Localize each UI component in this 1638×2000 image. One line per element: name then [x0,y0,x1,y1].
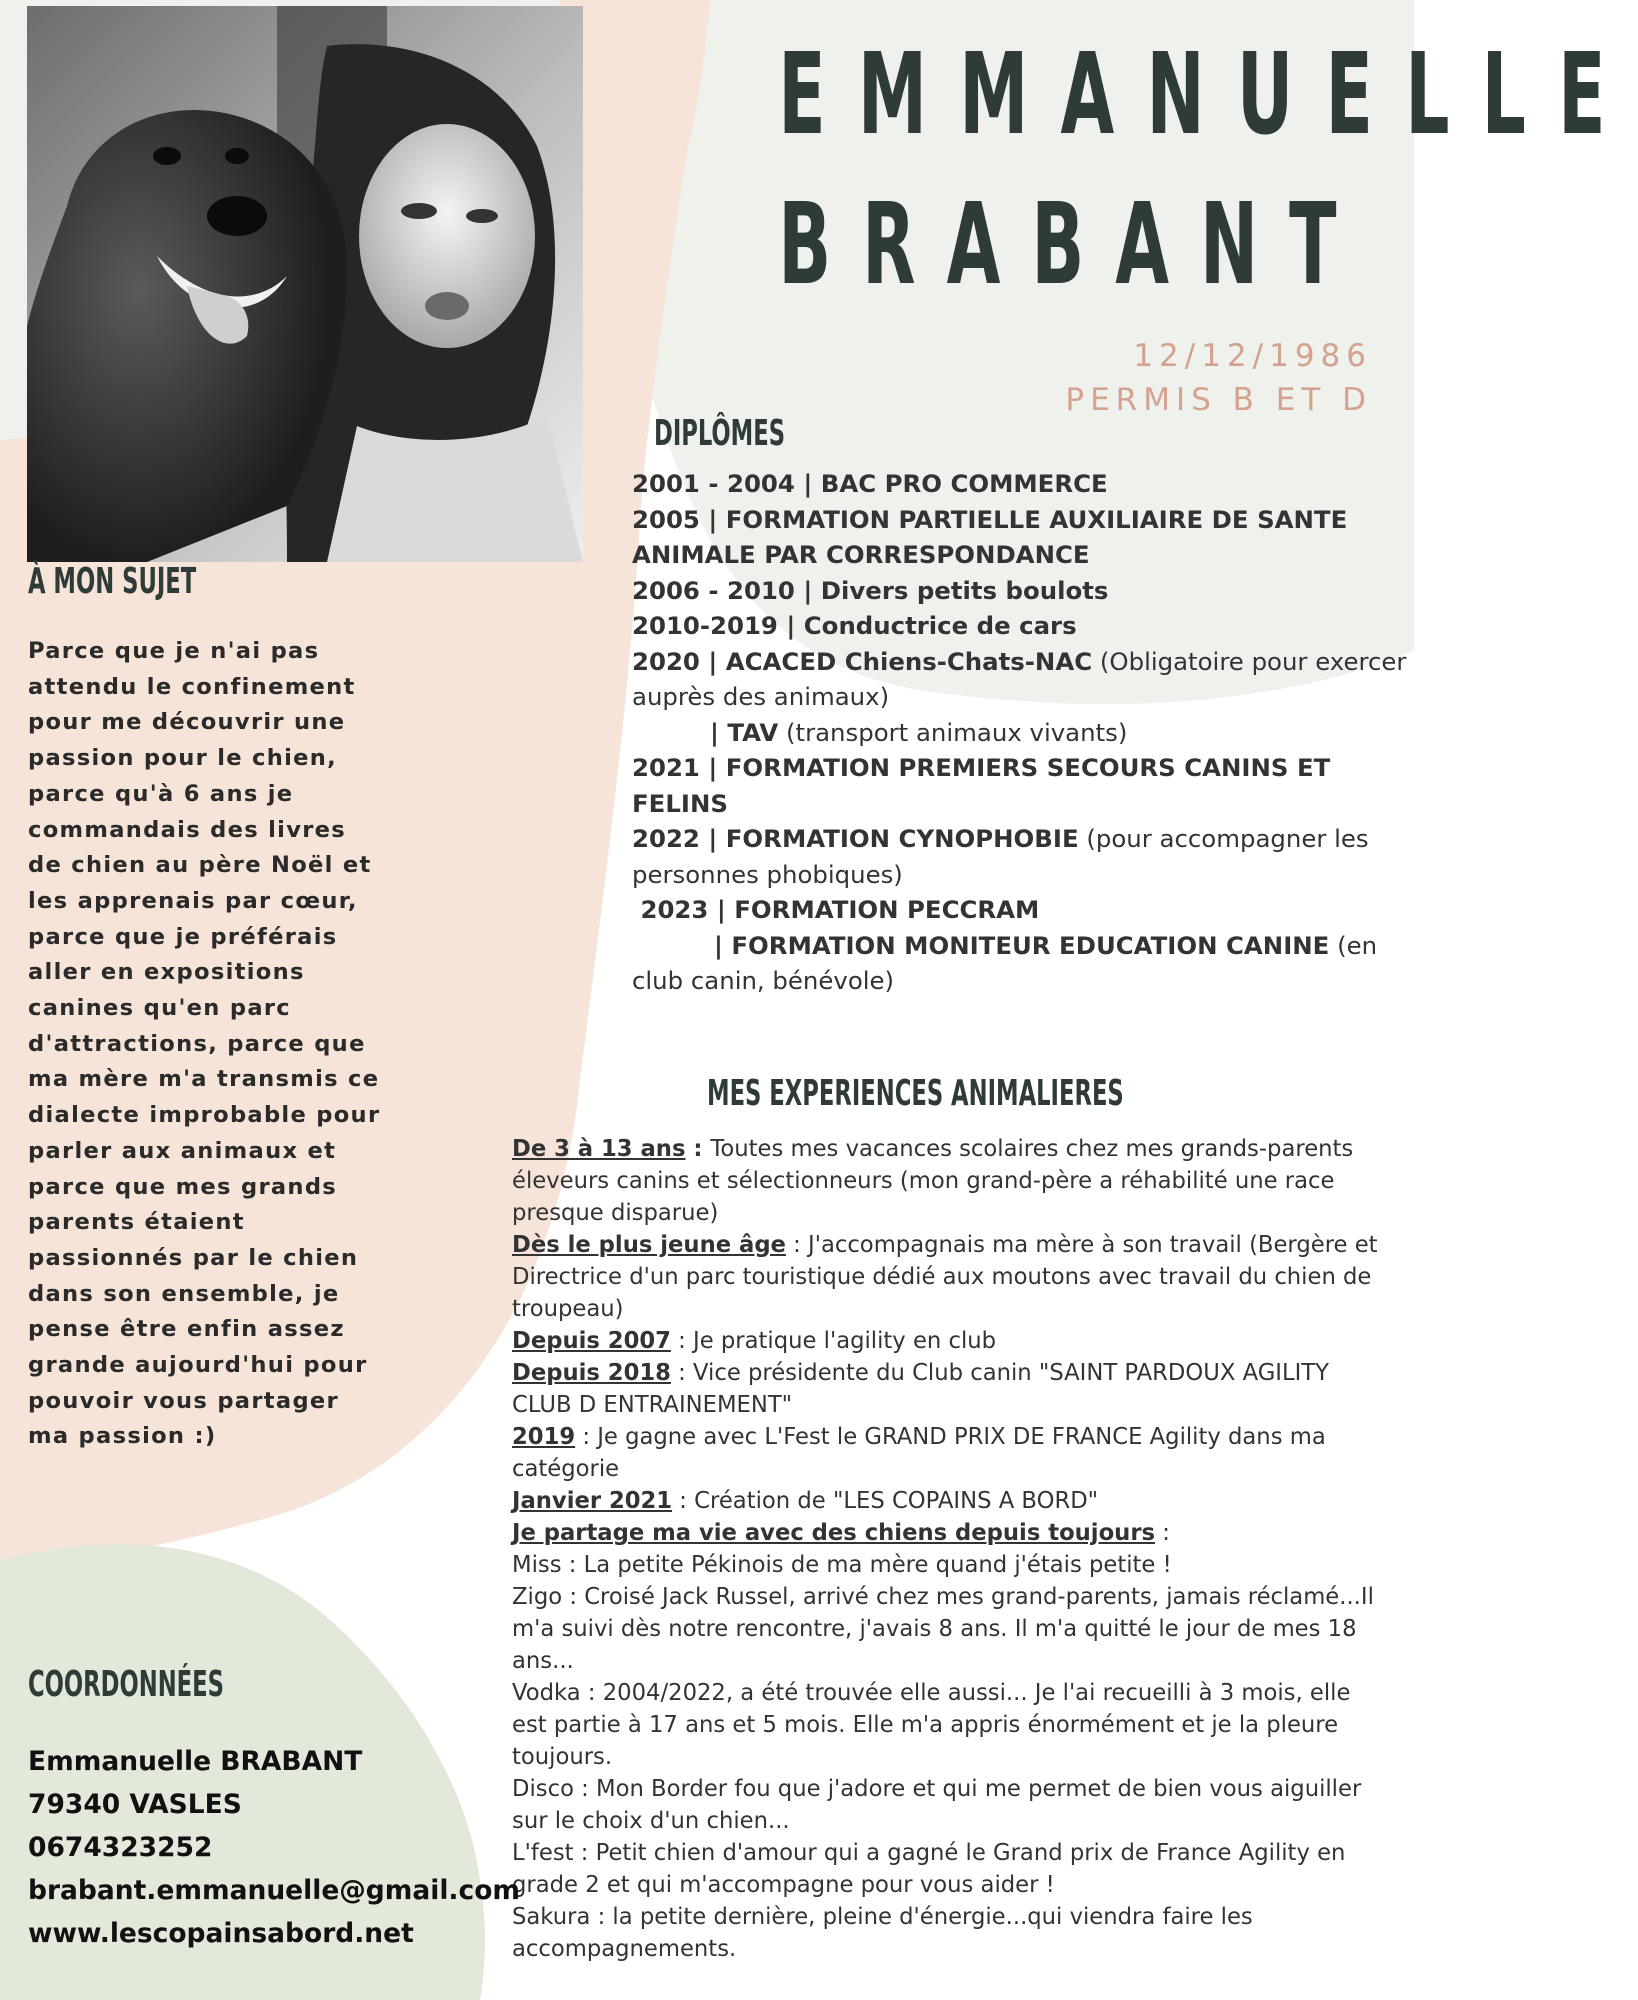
contact-website[interactable]: www.lescopainsabord.net [28,1918,414,1949]
experience-separator: : [670,1328,694,1354]
dog-item: Disco : Mon Border fou que j'adore et qui me permet de bien vous aiguiller sur le choix d'un chien... [512,1776,1362,1834]
experience-label: Dès le plus jeune âge [512,1232,786,1258]
diplomas-heading: DIPLÔMES [654,413,786,454]
diploma-detail: (Obligatoire pour exercer auprès des animaux) [632,646,1407,711]
experience-label: Je partage ma vie avec des chiens depuis toujours [512,1520,1156,1546]
experience-separator: : [575,1424,598,1450]
experience-label: De 3 à 13 ans [512,1136,686,1162]
experience-separator: : [670,1360,694,1386]
dog-item: L'fest : Petit chien d'amour qui a gagné le Grand prix de France Agility en grade 2 et qui m'accompagne pour vous aider ! [512,1840,1346,1898]
contact-city: 79340 VASLES [28,1789,242,1820]
diploma-item [632,573,1407,609]
diploma-detail: (transport animaux vivants) [778,717,1128,747]
last-name: BRABANT [778,180,1368,310]
diploma-title: 2022 | FORMATION CYNOPHOBIE [632,824,1079,853]
contact-name: Emmanuelle BRABANT [28,1746,363,1777]
diploma-detail: (pour accompagner les personnes phobiques) [632,824,1369,889]
dog-item: Vodka : 2004/2022, a été trouvée elle aussi... Je l'ai recueilli à 3 mois, elle est partie à 17 ans et 5 mois. Elle m'a appris énormément et je la pleure toujours. [512,1680,1351,1770]
dog-item: Zigo : Croisé Jack Russel, arrivé chez mes grand-parents, jamais réclamé...Il m'a suivi dès notre rencontre, j'avais 8 ans. Il m'a quitté le jour de mes 18 ans... [512,1584,1374,1674]
diploma-title: | FORMATION MONITEUR EDUCATION CANINE [714,930,1330,960]
experience-text: J'accompagnais ma mère à son travail (Bergère et Directrice d'un parc touristique dédié aux moutons avec travail du chien de troupeau) [512,1232,1378,1322]
experience-label: Depuis 2007 [512,1328,671,1354]
experiences-heading: MES EXPERIENCES ANIMALIERES [707,1073,1124,1114]
dog-item: Sakura : la petite dernière, pleine d'énergie...qui viendra faire les accompagnements. [512,1904,1253,1962]
first-name: EMMANUELLE [778,30,1638,160]
profile-photo [27,6,583,562]
experience-item [512,1485,1392,1517]
experience-separator: : [785,1232,809,1258]
diploma-item [632,750,1407,821]
diploma-title: | TAV [710,717,779,747]
diploma-item [632,608,1407,644]
diploma-item [632,821,1407,892]
about-heading: À MON SUJET [28,561,197,602]
experience-text: Toutes mes vacances scolaires chez mes grands-parents éleveurs canins et sélectionneurs (mon grand-père a réhabilité une race presque disparue) [512,1136,1354,1226]
diploma-item [632,892,1407,928]
personal-meta [900,334,1372,422]
experience-item [512,1325,1392,1357]
experience-text: Création de "LES COPAINS A BORD" [694,1488,1099,1514]
contact-phone[interactable]: 0674323252 [28,1832,213,1863]
diploma-detail: (en club canin, bénévole) [632,930,1378,995]
experience-item [512,1229,1392,1325]
experience-text: Je pratique l'agility en club [693,1328,997,1354]
diploma-item [632,644,1407,715]
experience-item [512,1357,1392,1421]
experience-label: Janvier 2021 [512,1488,673,1514]
contact-block [28,1740,521,1955]
contact-email[interactable]: brabant.emmanuelle@gmail.com [28,1875,521,1906]
diploma-title: 2023 | FORMATION PECCRAM [632,895,1040,924]
experience-item [512,1133,1392,1229]
diploma-item [632,466,1407,502]
about-text: Parce que je n'ai pas attendu le confinement pour me découvrir une passion pour le chien, parce qu'à 6 ans je commandais des livres de chien au père Noël et les apprenais par cœur, parce que je préférais aller en expositions canines qu'en parc d'attractions, parce que ma mère m'a transmis ce dialecte improbable pour parler aux animaux et parce que mes grands parents étaient passionnés par le chien dans son ensemble, je pense être enfin assez grande aujourd'hui pour pouvoir vous partager ma passion :) [28,638,381,1450]
diploma-item [632,715,1407,751]
diploma-title: 2001 - 2004 | BAC PRO COMMERCE [632,469,1108,498]
experience-label: 2019 [512,1424,576,1450]
diploma-title: 2005 | FORMATION PARTIELLE AUXILIAIRE DE SANTE ANIMALE PAR CORRESPONDANCE [632,504,1348,569]
experience-item [512,1517,1392,1549]
diploma-item [632,502,1407,573]
experiences-list [512,1133,1392,1965]
diploma-title: 2010-2019 | Conductrice de cars [632,611,1077,640]
diploma-title: 2021 | FORMATION PREMIERS SECOURS CANINS ET FELINS [632,753,1331,818]
experience-label: Depuis 2018 [512,1360,671,1386]
photo-illustration [27,6,583,562]
diplomas-list [632,466,1407,999]
driving-license: PERMIS B ET D [1065,382,1372,418]
experience-separator: : [1155,1520,1170,1546]
birthdate: 12/12/1986 [1133,338,1372,374]
diploma-title: 2006 - 2010 | Divers petits boulots [632,575,1109,605]
dog-item: Miss : La petite Pékinois de ma mère quand j'étais petite ! [512,1552,1172,1578]
experience-separator: : [672,1488,695,1514]
experience-text: Je gagne avec L'Fest le GRAND PRIX DE FRANCE Agility dans ma catégorie [512,1424,1326,1482]
diploma-title: 2020 | ACACED Chiens-Chats-NAC [632,646,1093,676]
diploma-item [632,928,1407,999]
contact-heading: COORDONNÉES [28,1664,224,1705]
experience-item [512,1421,1392,1485]
experience-separator: : [685,1136,711,1162]
name-title [778,20,1638,320]
experience-text: Vice présidente du Club canin "SAINT PARDOUX AGILITY CLUB D ENTRAINEMENT" [512,1360,1330,1418]
